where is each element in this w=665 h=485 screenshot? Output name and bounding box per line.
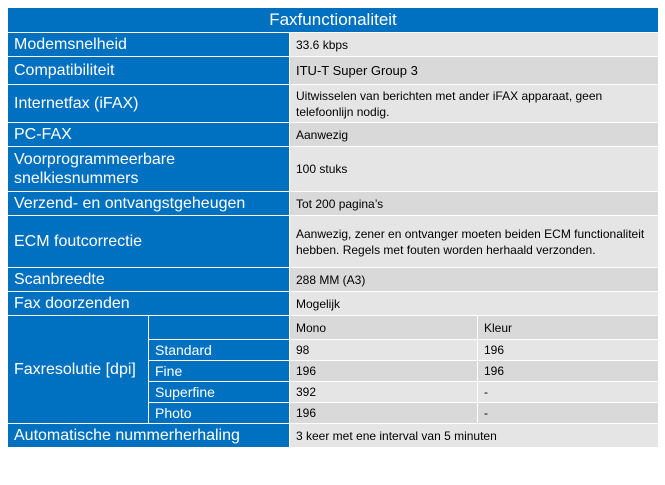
table-row [8,268,659,292]
row-value: Aanwezig, zener en ontvanger moeten beiden ECM functionaliteit hebben. Regels met fouten worden herhaald verzonden. [290,216,659,268]
resolution-mode: Superfine [149,382,290,403]
row-label: Fax doorzenden [8,292,290,316]
table-row [8,123,659,147]
resolution-mode: Photo [149,403,290,424]
resolution-color: 196 [478,361,659,382]
table-row [8,85,659,123]
row-value: 33.6 kbps [290,33,659,57]
table-row [8,147,659,192]
row-value: ITU-T Super Group 3 [290,57,659,85]
row-label: Modemsnelheid [8,33,290,57]
row-value: 288 MM (A3) [290,268,659,292]
table-row [8,424,659,448]
fax-spec-table-container [7,7,658,448]
resolution-mono: 392 [290,382,478,403]
row-label: Internetfax (iFAX) [8,85,290,123]
table-row [8,192,659,216]
fax-spec-table [7,7,659,448]
row-value: Aanwezig [290,123,659,147]
resolution-mode: Standard [149,340,290,361]
resolution-col-color: Kleur [478,316,659,340]
table-header-row [8,8,659,33]
row-label: Voorprogrammeerbare snelkiesnummers [8,147,290,192]
row-label: Compatibiliteit [8,57,290,85]
row-label: PC-FAX [8,123,290,147]
resolution-color: - [478,403,659,424]
row-value: Mogelijk [290,292,659,316]
row-value: Uitwisselen van berichten met ander iFAX apparaat, geen telefoonlijn nodig. [290,85,659,123]
table-row [8,292,659,316]
row-value: 100 stuks [290,147,659,192]
resolution-mode-header [149,316,290,340]
resolution-mode: Fine [149,361,290,382]
row-label: Verzend- en ontvangstgeheugen [8,192,290,216]
resolution-color: - [478,382,659,403]
row-label: Scanbreedte [8,268,290,292]
resolution-label: Faxresolutie [dpi] [8,316,149,424]
resolution-mono: 98 [290,340,478,361]
table-row [8,216,659,268]
row-label: Automatische nummerherhaling [8,424,290,448]
row-value: Tot 200 pagina’s [290,192,659,216]
resolution-col-mono: Mono [290,316,478,340]
resolution-mono: 196 [290,361,478,382]
table-title: Faxfunctionaliteit [8,8,659,33]
resolution-color: 196 [478,340,659,361]
resolution-mono: 196 [290,403,478,424]
row-value: 3 keer met ene interval van 5 minuten [290,424,659,448]
row-label: ECM foutcorrectie [8,216,290,268]
resolution-header-row [8,316,659,340]
table-row [8,33,659,57]
table-row [8,57,659,85]
